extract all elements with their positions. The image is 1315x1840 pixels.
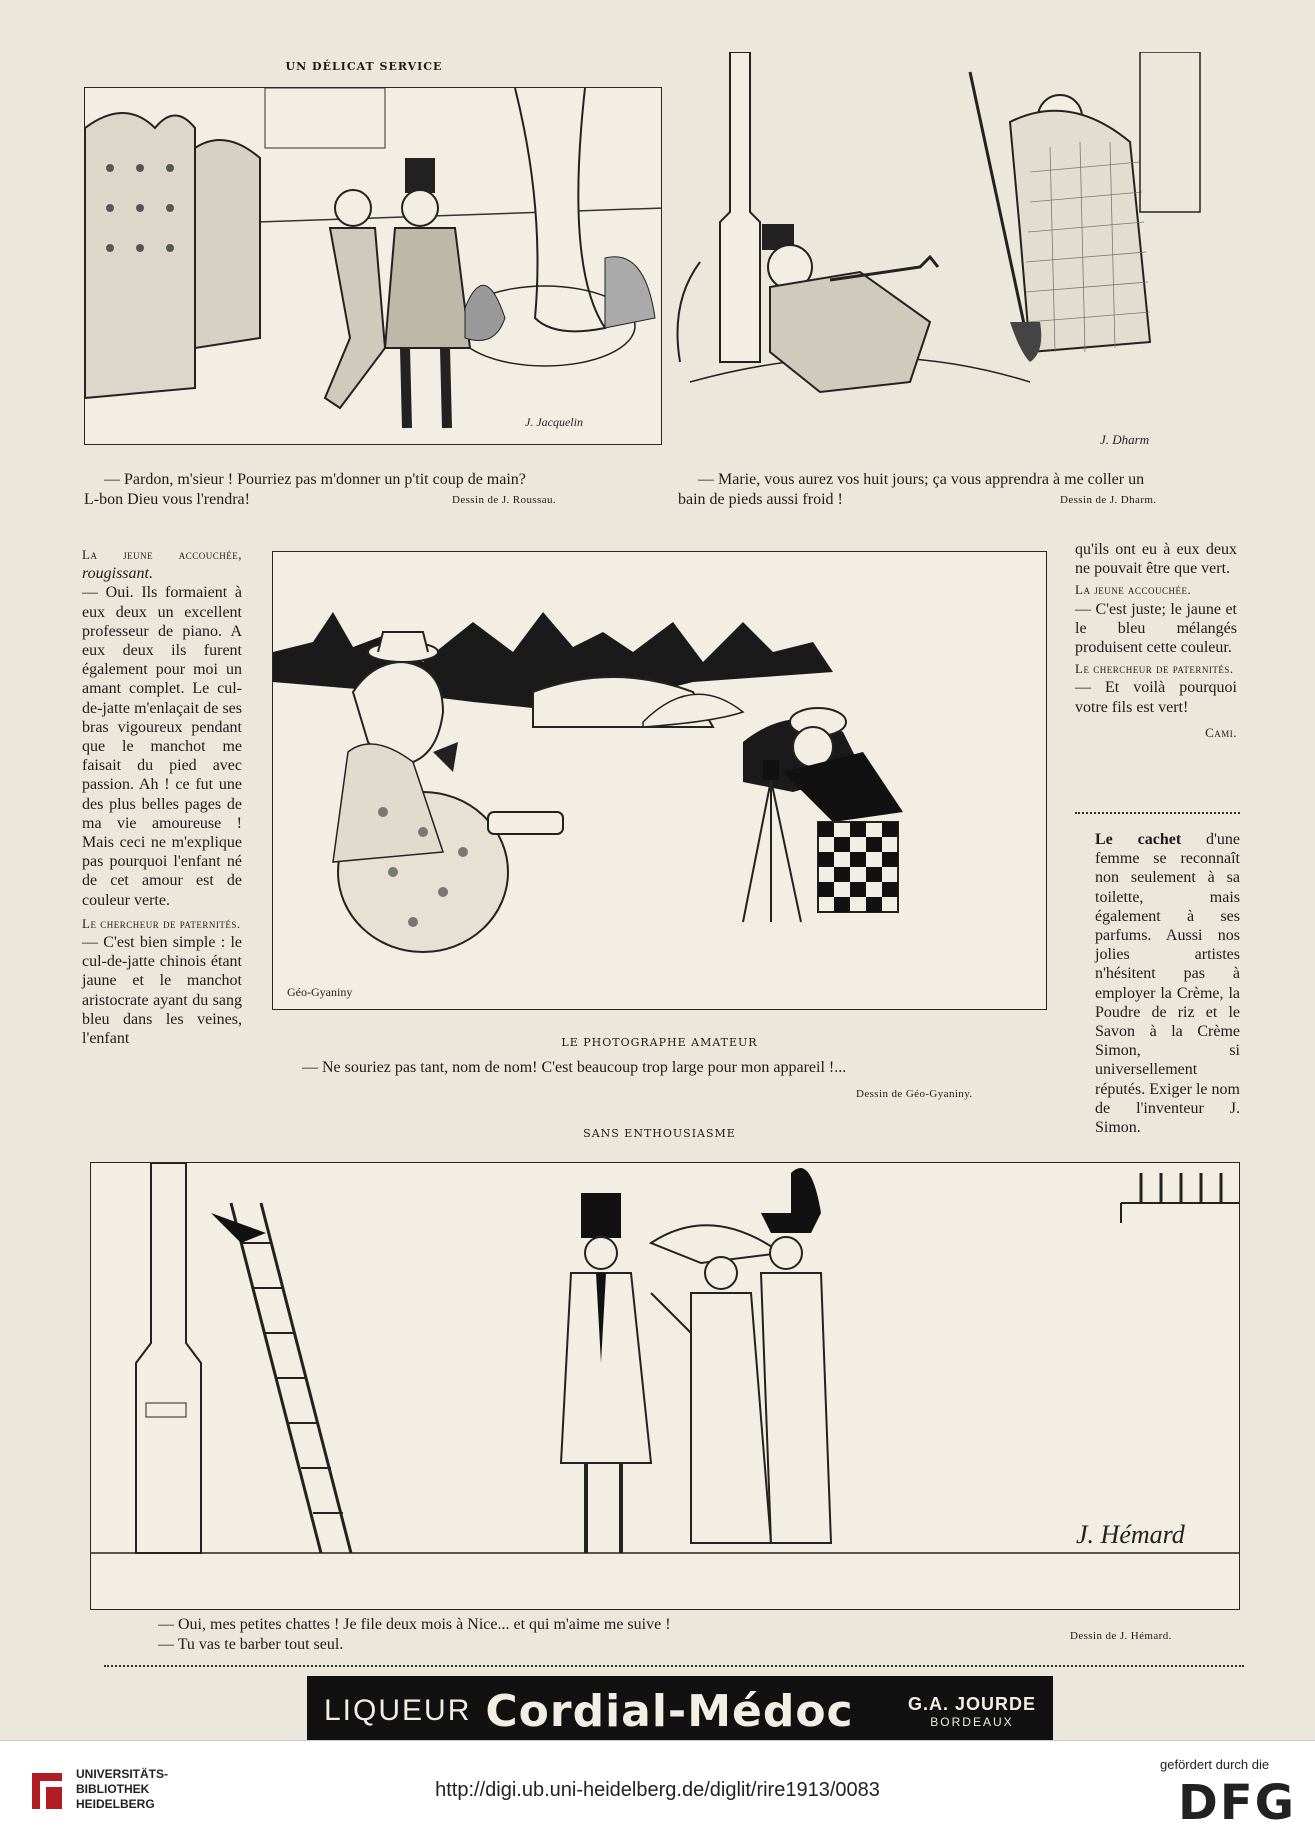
- stage-direction: rougissant.: [82, 565, 153, 583]
- column-divider: [1075, 812, 1240, 814]
- cartoon-photographe-amateur: [272, 551, 1047, 1010]
- caption-photographe: — Ne souriez pas tant, nom de nom! C'est beaucoup trop large pour mon appareil !...: [302, 1059, 847, 1076]
- caption-delicat-service-line2: L-bon Dieu vous l'rendra!: [84, 491, 250, 508]
- library-name-line2: BIBLIOTHEK: [76, 1782, 150, 1796]
- cartoon-sans-enthousiasme-drawing: [91, 1163, 1240, 1610]
- speaker-chercheur-2: Le chercheur de paternités.: [1075, 661, 1234, 677]
- credit-roussau: Dessin de J. Roussau.: [452, 494, 557, 506]
- advert-brand: Cordial-Médoc: [485, 1685, 854, 1737]
- caption-delicat-service-line1: — Pardon, m'sieur ! Pourriez pas m'donner un p'tit coup de main?: [104, 471, 526, 488]
- story-right-column: [1075, 540, 1237, 742]
- signature-hemard: J. Hémard: [1076, 1520, 1185, 1549]
- advert-liqueur: LIQUEUR: [324, 1694, 472, 1727]
- viewer-footer: [0, 1740, 1315, 1840]
- caption-peu-pompette-line1: — Marie, vous aurez vos huit jours; ça vous apprendra à me coller un: [698, 471, 1145, 488]
- story-paragraph-4: — C'est juste; le jaune et le bleu mélangés produisent cette couleur.: [1075, 600, 1237, 657]
- advert-lead: Le cachet: [1095, 831, 1182, 848]
- cartoon-delicat-service-drawing: [85, 88, 662, 445]
- svg-text:J. Jacquelin: J. Jacquelin: [525, 415, 583, 429]
- panel-title-delicat-service: UN DÉLICAT SERVICE: [285, 60, 443, 73]
- checkered-trousers: [818, 822, 898, 912]
- document-url[interactable]: http://digi.ub.uni-heidelberg.de/diglit/rire1913/0083: [435, 1779, 880, 1801]
- signature-dharm: J. Dharm: [1100, 432, 1150, 447]
- story-paragraph-3: qu'ils ont eu à eux deux ne pouvait être que vert.: [1075, 541, 1237, 578]
- caption-sans-enthousiasme-line1: — Oui, mes petites chattes ! Je file deux mois à Nice... et qui m'aime me suive !: [158, 1616, 671, 1633]
- dfg-logo: DFG: [1178, 1775, 1297, 1831]
- story-paragraph-1: — Oui. Ils formaient à eux deux un excellent professeur de piano. A eux deux ils furent également pour moi un amant complet. Le cul-de-jatte m'enlaçait de ses bras vigoureux pendant que le manchot me faisait du pied avec passion. Ah ! ce fut une des plus belles pages de ma vie amoureuse ! Mais ceci ne m'explique pas pourquoi l'enfant né de cet amour est de couleur verte.: [82, 584, 242, 909]
- credit-hemard: Dessin de J. Hémard.: [1070, 1630, 1172, 1642]
- story-paragraph-2: — C'est bien simple : le cul-de-jatte chinois étant jaune et le manchot aristocrate ayant du sang bleu dans les veines, l'enfant: [82, 934, 242, 1048]
- credit-geo-gyaniny: Dessin de Géo-Gyaniny.: [856, 1088, 973, 1100]
- library-name-line1: UNIVERSITÄTS-: [76, 1767, 169, 1781]
- signature-geo-gyaniny: Géo-Gyaniny: [287, 985, 353, 999]
- library-name-line3: HEIDELBERG: [76, 1797, 155, 1811]
- speaker-jeune-accouchee: La jeune accouchée,: [82, 547, 242, 562]
- credit-dharm: Dessin de J. Dharm.: [1060, 494, 1157, 506]
- caption-sans-enthousiasme-line2: — Tu vas te barber tout seul.: [158, 1636, 344, 1653]
- speaker-jeune-accouchee-2: La jeune accouchée.: [1075, 582, 1192, 598]
- cartoon-sans-enthousiasme: [90, 1162, 1240, 1610]
- author-cami: Cami.: [1205, 724, 1237, 740]
- advert-body: d'une femme se reconnaît non seulement à sa toilette, mais également à ses parfums. Aussi nos jolies artistes n'hésitent pas à employer la Crème, la Poudre de riz et le Savon à la Crème Simon, si universellement réputés. Exiger le nom de l'inventeur J. Simon.: [1095, 831, 1240, 1137]
- story-paragraph-5: — Et voilà pourquoi votre fils est vert!: [1075, 679, 1237, 716]
- cartoon-peu-pompette-drawing: [670, 52, 1214, 460]
- cartoon-peu-pompette: [670, 52, 1214, 460]
- caption-peu-pompette-line2: bain de pieds aussi froid !: [678, 491, 843, 508]
- panel-title-sans-enthousiasme: SANS ENTHOUSIASME: [583, 1127, 736, 1140]
- cartoon-delicat-service: [84, 87, 662, 445]
- advert-city: BORDEAUX: [930, 1714, 1014, 1729]
- story-left-column: [82, 545, 242, 1048]
- speaker-chercheur: Le chercheur de paternités.: [82, 915, 241, 931]
- advert-cordial-medoc: [307, 1676, 1053, 1746]
- advert-maker-block: [908, 1694, 1036, 1729]
- advert-maker: G.A. JOURDE: [907, 1693, 1036, 1714]
- panel-title-photographe: LE PHOTOGRAPHE AMATEUR: [561, 1036, 758, 1049]
- advert-creme-simon: [1095, 830, 1240, 1137]
- funding-note: gefördert durch die: [1160, 1757, 1270, 1772]
- cartoon-photographe-drawing: [273, 552, 1047, 1010]
- advert-divider: [104, 1665, 1244, 1667]
